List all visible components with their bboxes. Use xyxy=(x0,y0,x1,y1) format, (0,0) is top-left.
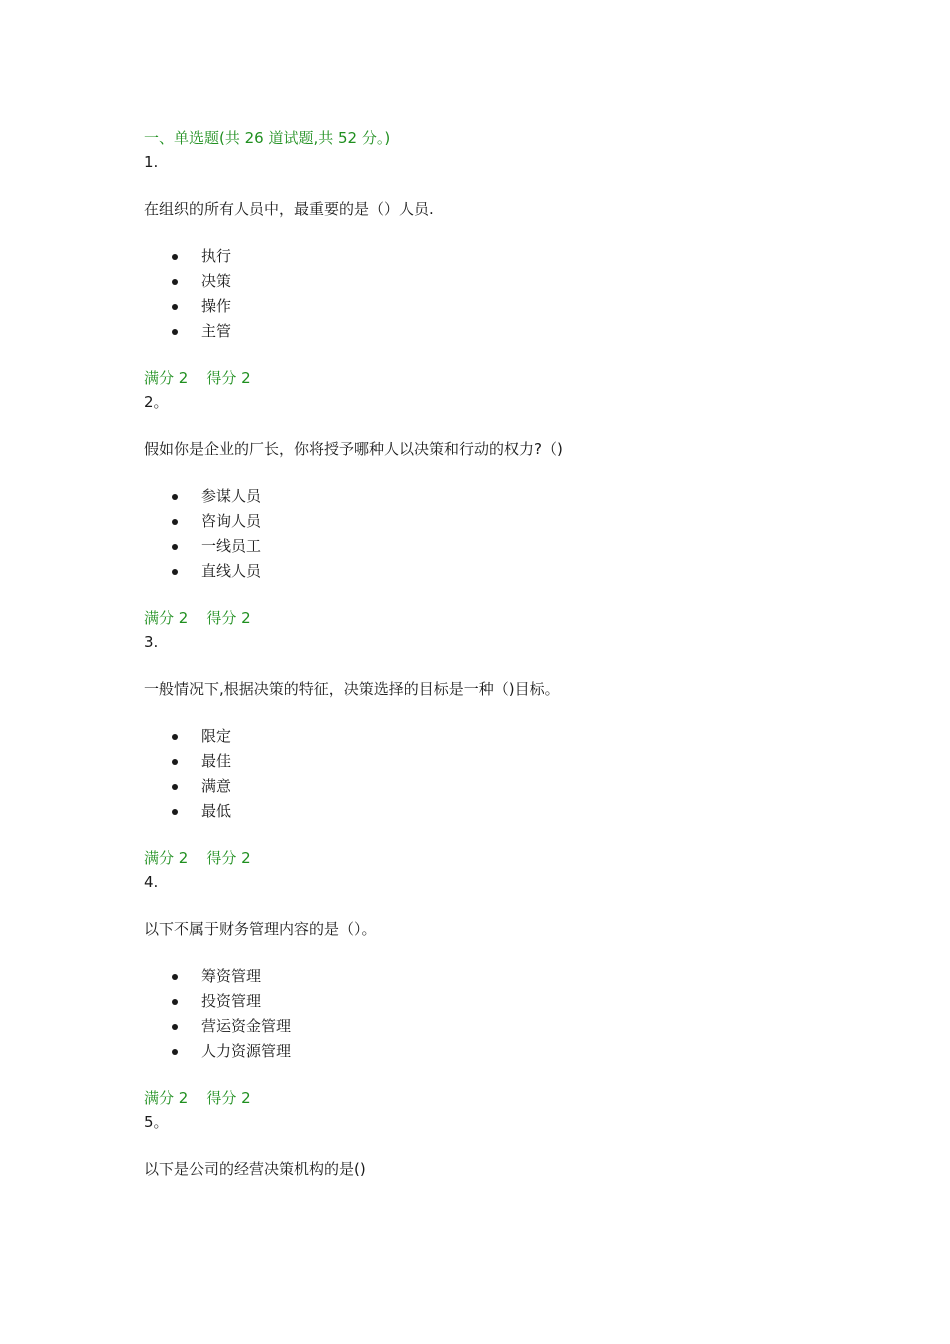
option-item[interactable] xyxy=(144,269,844,294)
section-title: 一、单选题(共 26 道试题,共 52 分。) xyxy=(144,129,391,147)
bullet-icon xyxy=(172,494,178,500)
option-label: 营运资金管理 xyxy=(201,1017,292,1035)
bullet-icon xyxy=(172,304,178,310)
document-content xyxy=(144,126,844,1181)
bullet-icon xyxy=(172,809,178,815)
score-line xyxy=(144,846,844,870)
score-line xyxy=(144,366,844,390)
full-score: 满分 2 xyxy=(144,609,189,627)
option-item[interactable] xyxy=(144,724,844,749)
score-line xyxy=(144,1086,844,1110)
option-item[interactable] xyxy=(144,1014,844,1039)
got-score: 得分 2 xyxy=(206,609,251,627)
option-item[interactable] xyxy=(144,964,844,989)
bullet-icon xyxy=(172,569,178,575)
bullet-icon xyxy=(172,759,178,765)
question-number: 5。 xyxy=(144,1113,169,1131)
question-number: 1. xyxy=(144,153,159,171)
option-item[interactable] xyxy=(144,774,844,799)
question-text: 以下是公司的经营决策机构的是() xyxy=(144,1160,366,1178)
option-label: 最佳 xyxy=(201,752,232,770)
question-text: 假如你是企业的厂长，你将授予哪种人以决策和行动的权力?（) xyxy=(144,440,563,458)
option-list xyxy=(144,724,844,824)
question-2 xyxy=(144,390,844,630)
option-item[interactable] xyxy=(144,799,844,824)
option-item[interactable] xyxy=(144,989,844,1014)
got-score: 得分 2 xyxy=(206,1089,251,1107)
question-4 xyxy=(144,870,844,1110)
option-label: 人力资源管理 xyxy=(201,1042,292,1060)
bullet-icon xyxy=(172,544,178,550)
option-list xyxy=(144,484,844,584)
bullet-icon xyxy=(172,784,178,790)
question-5 xyxy=(144,1110,844,1181)
option-label: 一线员工 xyxy=(201,537,262,555)
bullet-icon xyxy=(172,999,178,1005)
bullet-icon xyxy=(172,519,178,525)
option-label: 投资管理 xyxy=(201,992,262,1010)
question-text: 以下不属于财务管理内容的是（）。 xyxy=(144,920,377,938)
option-label: 决策 xyxy=(201,272,232,290)
option-item[interactable] xyxy=(144,484,844,509)
bullet-icon xyxy=(172,1024,178,1030)
option-item[interactable] xyxy=(144,749,844,774)
question-text: 一般情况下,根据决策的特征，决策选择的目标是一种（)目标。 xyxy=(144,680,560,698)
bullet-icon xyxy=(172,1049,178,1055)
option-item[interactable] xyxy=(144,1039,844,1064)
question-1 xyxy=(144,150,844,390)
bullet-icon xyxy=(172,974,178,980)
option-item[interactable] xyxy=(144,534,844,559)
option-list xyxy=(144,964,844,1064)
option-label: 执行 xyxy=(201,247,232,265)
got-score: 得分 2 xyxy=(206,849,251,867)
option-item[interactable] xyxy=(144,509,844,534)
question-3 xyxy=(144,630,844,870)
bullet-icon xyxy=(172,254,178,260)
score-line xyxy=(144,606,844,630)
option-item[interactable] xyxy=(144,559,844,584)
option-label: 最低 xyxy=(201,802,232,820)
option-list xyxy=(144,244,844,344)
option-label: 主管 xyxy=(201,322,232,340)
bullet-icon xyxy=(172,329,178,335)
option-label: 操作 xyxy=(201,297,232,315)
option-label: 直线人员 xyxy=(201,562,262,580)
option-item[interactable] xyxy=(144,319,844,344)
option-item[interactable] xyxy=(144,294,844,319)
option-label: 筹资管理 xyxy=(201,967,262,985)
question-text: 在组织的所有人员中，最重要的是（）人员. xyxy=(144,200,434,218)
full-score: 满分 2 xyxy=(144,1089,189,1107)
option-label: 参谋人员 xyxy=(201,487,262,505)
question-number: 3. xyxy=(144,633,159,651)
question-number: 4. xyxy=(144,873,159,891)
got-score: 得分 2 xyxy=(206,369,251,387)
bullet-icon xyxy=(172,734,178,740)
option-label: 满意 xyxy=(201,777,232,795)
bullet-icon xyxy=(172,279,178,285)
question-number: 2。 xyxy=(144,393,169,411)
full-score: 满分 2 xyxy=(144,849,189,867)
option-item[interactable] xyxy=(144,244,844,269)
option-label: 咨询人员 xyxy=(201,512,262,530)
option-label: 限定 xyxy=(201,727,232,745)
full-score: 满分 2 xyxy=(144,369,189,387)
